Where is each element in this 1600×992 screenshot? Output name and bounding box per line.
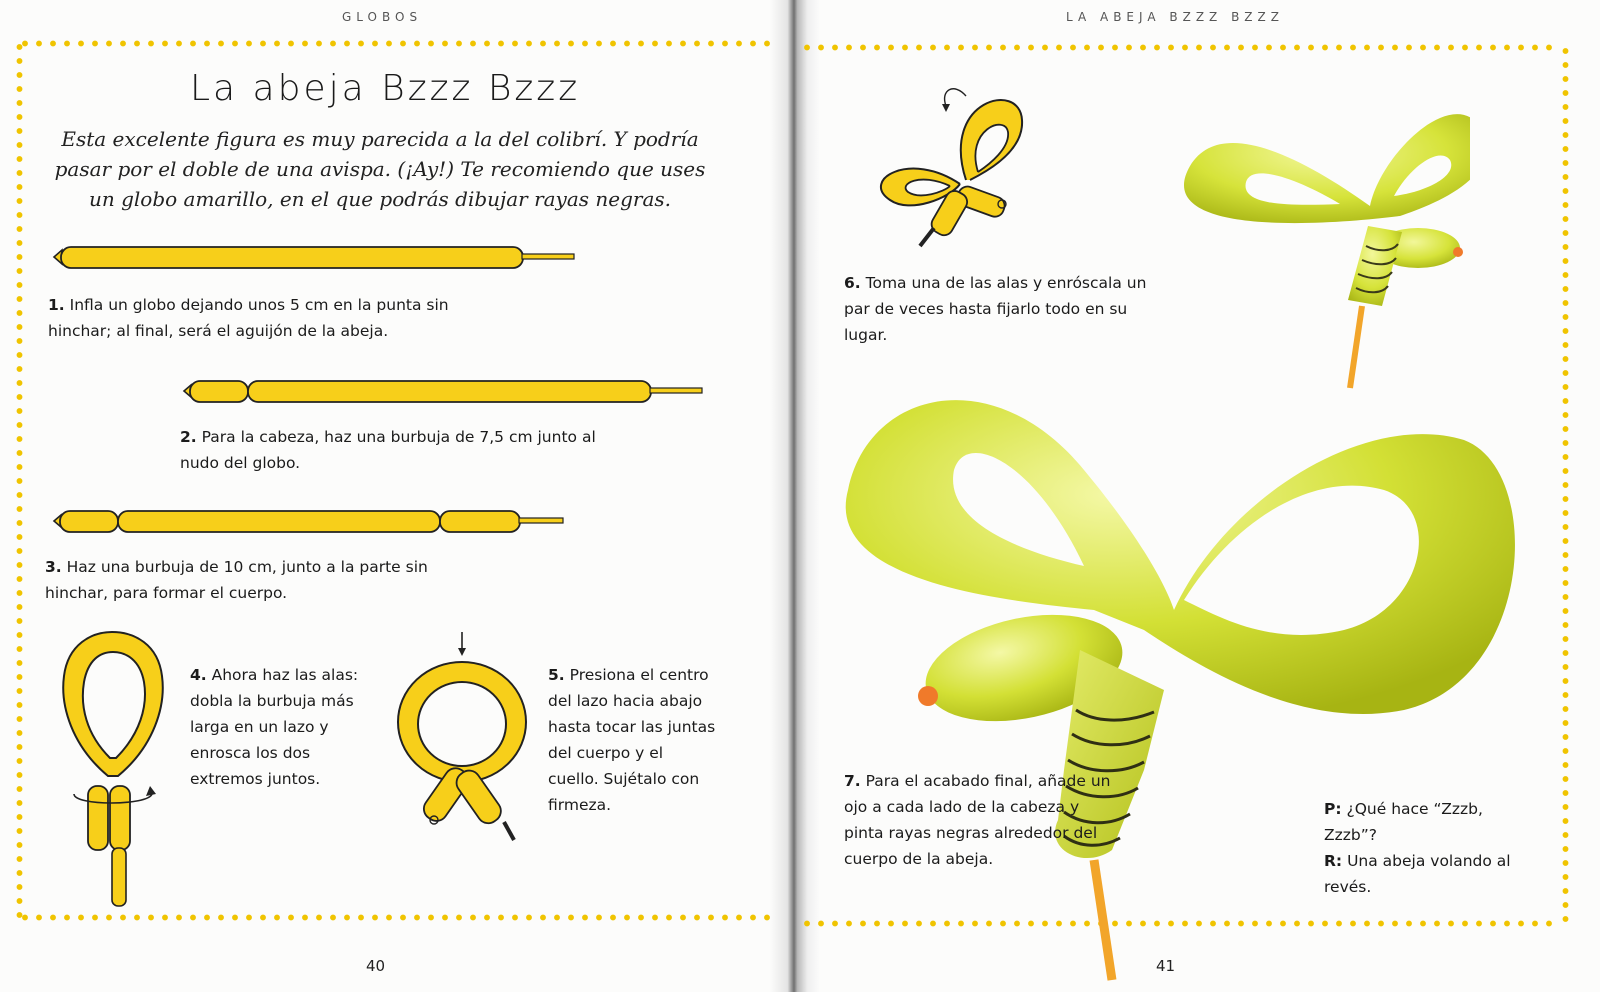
step-2-number: 2. — [180, 428, 197, 446]
balloon-tail — [112, 848, 126, 906]
body-bubble — [452, 766, 505, 827]
step6-bee-illustration — [870, 80, 1050, 250]
left-page — [0, 0, 790, 992]
dotted-border-top — [800, 44, 1552, 51]
step-6 — [844, 270, 1174, 348]
balloon-tail — [920, 228, 934, 246]
step-6-text: Toma una de las alas y enróscala un par de veces hasta fijarlo todo en su lugar. — [844, 274, 1147, 344]
running-head-right: LA ABEJA BZZZ BZZZ — [1066, 10, 1284, 24]
step-7 — [844, 768, 1114, 872]
step-1-number: 1. — [48, 296, 65, 314]
step-4-number: 4. — [190, 666, 207, 684]
step-2 — [180, 424, 600, 476]
joke-block — [1324, 796, 1524, 900]
step-4 — [190, 662, 380, 792]
step-5-number: 5. — [548, 666, 565, 684]
step-5-text: Presiona el centro del lazo hacia abajo hasta tocar las juntas del cuerpo y el cuello. Sujétalo con firmeza. — [548, 666, 716, 814]
right-page — [790, 0, 1600, 992]
balloon-body — [248, 381, 651, 402]
step-3-text: Haz una burbuja de 10 cm, junto a la parte sin hinchar, para formar el cuerpo. — [45, 558, 428, 602]
question-label: P: — [1324, 800, 1342, 818]
step-5 — [548, 662, 718, 818]
answer-label: R: — [1324, 852, 1343, 870]
knot — [918, 686, 938, 706]
head-bubble — [60, 511, 118, 532]
step4-loop-illustration — [52, 626, 182, 916]
step-2-text: Para la cabeza, haz una burbuja de 7,5 cm junto al nudo del globo. — [180, 428, 596, 472]
step2-balloon-illustration — [180, 374, 710, 408]
balloon-tail — [519, 518, 563, 523]
question-text: ¿Qué hace “Zzzb, Zzzb”? — [1324, 800, 1483, 844]
page-number-right: 41 — [1156, 957, 1176, 975]
head-bubble — [190, 381, 248, 402]
arrowhead-icon — [146, 786, 156, 796]
arrowhead-icon — [458, 648, 466, 656]
joke-question — [1324, 796, 1524, 848]
twisted-end-right — [110, 786, 130, 850]
step-4-text: Ahora haz las alas: dobla la burbuja más larga en un lazo y enrosca los dos extremos juntos. — [190, 666, 359, 788]
dotted-border-right — [1562, 44, 1569, 924]
joke-answer — [1324, 848, 1524, 900]
intro-text: Esta excelente figura es muy parecida a la del colibrí. Y podría pasar por el doble de una avispa. (¡Ay!) Te recomiendo que uses un globo amarillo, en el que podrás dibujar rayas negras. — [54, 127, 706, 211]
body-bubble — [440, 511, 520, 532]
dotted-border-top — [18, 40, 770, 47]
arrowhead-icon — [942, 104, 950, 112]
step-7-number: 7. — [844, 772, 861, 790]
step-7-text: Para el acabado final, añade un ojo a cada lado de la cabeza y pinta rayas negras alrededor del cuerpo de la abeja. — [844, 772, 1111, 868]
page-number-left: 40 — [366, 957, 386, 975]
step1-balloon-illustration — [50, 240, 580, 274]
page-title: La abeja Bzzz Bzzz — [190, 68, 581, 109]
balloon-tail — [650, 388, 702, 393]
step-1-text: Infla un globo dejando unos 5 cm en la punta sin hinchar; al final, será el aguijón de la abeja. — [48, 296, 449, 340]
balloon-body — [61, 247, 523, 268]
running-head-left: GLOBOS — [342, 10, 423, 24]
step-3 — [45, 554, 465, 606]
step3-balloon-illustration — [50, 504, 580, 538]
step-6-number: 6. — [844, 274, 861, 292]
wing-bubble — [118, 511, 440, 532]
body — [1348, 226, 1402, 306]
dotted-border-left — [16, 40, 23, 920]
balloon-tail — [522, 254, 574, 259]
step5-loop-press-illustration — [392, 630, 532, 850]
step-3-number: 3. — [45, 558, 62, 576]
twisted-end-left — [88, 786, 108, 850]
answer-text: Una abeja volando al revés. — [1324, 852, 1511, 896]
stinger — [1094, 860, 1112, 980]
twist-arrow-icon — [945, 89, 966, 106]
step-1 — [48, 292, 478, 344]
balloon-tail — [504, 822, 514, 840]
knot — [1453, 247, 1463, 257]
